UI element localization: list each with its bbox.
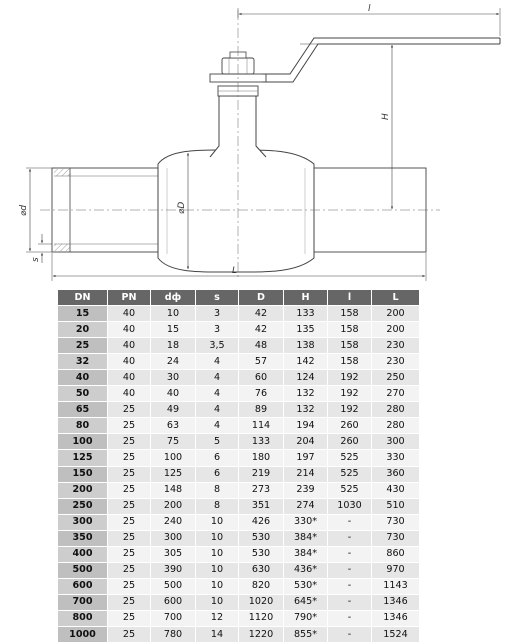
table-cell: 3,5 (196, 338, 239, 354)
table-cell: 1346 (372, 594, 420, 610)
table-cell: 10 (196, 514, 239, 530)
table-cell: 239 (284, 482, 328, 498)
table-cell: 790* (284, 610, 328, 626)
table-cell: 25 (108, 482, 151, 498)
dn-cell: 400 (58, 546, 108, 562)
table-cell: 25 (108, 626, 151, 642)
table-cell: 3 (196, 306, 239, 322)
table-cell: 730 (372, 530, 420, 546)
table-cell: 330* (284, 514, 328, 530)
table-cell: 10 (196, 546, 239, 562)
table-cell: 426 (239, 514, 284, 530)
table-cell: 6 (196, 450, 239, 466)
table-cell: 40 (151, 386, 196, 402)
table-cell: 60 (239, 370, 284, 386)
pipe-wall-section-top (54, 169, 70, 176)
table-cell: 1524 (372, 626, 420, 642)
table-cell: 133 (284, 306, 328, 322)
dn-cell: 15 (58, 306, 108, 322)
table-cell: 200 (372, 306, 420, 322)
table-cell: - (328, 530, 372, 546)
column-header: H (284, 290, 328, 306)
table-cell: 3 (196, 322, 239, 338)
dn-cell: 150 (58, 466, 108, 482)
table-cell: 25 (108, 562, 151, 578)
table-cell: 25 (108, 466, 151, 482)
table-cell: 75 (151, 434, 196, 450)
table-body (58, 306, 420, 643)
table-cell: 1220 (239, 626, 284, 642)
dn-cell: 25 (58, 338, 108, 354)
valve-drawing (0, 0, 510, 289)
table-cell: 49 (151, 402, 196, 418)
dn-cell: 700 (58, 594, 108, 610)
table-cell: 820 (239, 578, 284, 594)
label-total-l: L (232, 266, 238, 276)
dn-cell: 80 (58, 418, 108, 434)
table-cell: 25 (108, 610, 151, 626)
table-cell: 25 (108, 450, 151, 466)
table-cell: 500 (151, 578, 196, 594)
label-body-d: ⌀D (177, 201, 187, 214)
table-cell: 40 (108, 386, 151, 402)
table-cell: 8 (196, 482, 239, 498)
table-cell: 230 (372, 338, 420, 354)
table-cell: 700 (151, 610, 196, 626)
table-cell: 200 (151, 498, 196, 514)
table-cell: 40 (108, 370, 151, 386)
table-row (58, 626, 420, 642)
table-cell: 525 (328, 482, 372, 498)
table-cell: 142 (284, 354, 328, 370)
table-row (58, 530, 420, 546)
table-cell: 192 (328, 402, 372, 418)
table-cell: 8 (196, 498, 239, 514)
table-cell: 390 (151, 562, 196, 578)
table-row (58, 370, 420, 386)
table-cell: 4 (196, 402, 239, 418)
table-cell: 57 (239, 354, 284, 370)
column-header: dф (151, 290, 196, 306)
dn-cell: 1000 (58, 626, 108, 642)
table-cell: 280 (372, 402, 420, 418)
table-cell: 25 (108, 498, 151, 514)
table-row (58, 498, 420, 514)
table-cell: 10 (196, 562, 239, 578)
table-cell: - (328, 546, 372, 562)
dn-cell: 32 (58, 354, 108, 370)
table-row (58, 354, 420, 370)
column-header: l (328, 290, 372, 306)
table-cell: 6 (196, 466, 239, 482)
table-cell: 40 (108, 322, 151, 338)
table-cell: 124 (284, 370, 328, 386)
table-row (58, 450, 420, 466)
dimension-l (238, 4, 500, 36)
table-row (58, 386, 420, 402)
table-cell: 1020 (239, 594, 284, 610)
table-cell: 40 (108, 306, 151, 322)
table-cell: 730 (372, 514, 420, 530)
column-header: PN (108, 290, 151, 306)
table-cell: 1030 (328, 498, 372, 514)
table-cell: 25 (108, 402, 151, 418)
table-row (58, 418, 420, 434)
table-cell: 360 (372, 466, 420, 482)
table-cell: 274 (284, 498, 328, 514)
table-cell: 138 (284, 338, 328, 354)
table-cell: 300 (372, 434, 420, 450)
table-cell: 89 (239, 402, 284, 418)
table-cell: 25 (108, 578, 151, 594)
table-cell: 4 (196, 418, 239, 434)
table-cell: 260 (328, 418, 372, 434)
dn-cell: 50 (58, 386, 108, 402)
dn-cell: 250 (58, 498, 108, 514)
table-cell: 645* (284, 594, 328, 610)
table-row (58, 546, 420, 562)
table-cell: 25 (108, 594, 151, 610)
table-cell: 12 (196, 610, 239, 626)
table-cell: 114 (239, 418, 284, 434)
table-cell: 158 (328, 322, 372, 338)
table-cell: 1346 (372, 610, 420, 626)
table-row (58, 514, 420, 530)
table-cell: 384* (284, 530, 328, 546)
dn-cell: 600 (58, 578, 108, 594)
table-cell: 42 (239, 306, 284, 322)
table-cell: 250 (372, 370, 420, 386)
table-row (58, 562, 420, 578)
table-cell: 180 (239, 450, 284, 466)
table-cell: 25 (108, 546, 151, 562)
table-cell: 158 (328, 354, 372, 370)
label-s: s (31, 257, 41, 262)
table-cell: 76 (239, 386, 284, 402)
table-cell: 42 (239, 322, 284, 338)
pipe-wall-section-bottom (54, 244, 70, 251)
table-cell: 230 (372, 354, 420, 370)
table-cell: 860 (372, 546, 420, 562)
dn-cell: 800 (58, 610, 108, 626)
table-cell: 192 (328, 386, 372, 402)
table-cell: 305 (151, 546, 196, 562)
table-cell: 5 (196, 434, 239, 450)
table-cell: 855* (284, 626, 328, 642)
table-cell: 510 (372, 498, 420, 514)
table-cell: 1143 (372, 578, 420, 594)
table-cell: 260 (328, 434, 372, 450)
table-cell: 240 (151, 514, 196, 530)
table-row (58, 338, 420, 354)
table-cell: 63 (151, 418, 196, 434)
table-cell: 194 (284, 418, 328, 434)
table-cell: - (328, 578, 372, 594)
column-header: L (372, 290, 420, 306)
table-cell: 132 (284, 386, 328, 402)
dn-cell: 500 (58, 562, 108, 578)
table-cell: 135 (284, 322, 328, 338)
table-cell: 4 (196, 370, 239, 386)
table-row (58, 578, 420, 594)
table-cell: 30 (151, 370, 196, 386)
table-cell: 219 (239, 466, 284, 482)
table-cell: - (328, 562, 372, 578)
label-l: l (368, 4, 371, 14)
dn-cell: 100 (58, 434, 108, 450)
table-cell: 10 (196, 578, 239, 594)
dimension-s (31, 234, 52, 263)
table-cell: 780 (151, 626, 196, 642)
dn-cell: 200 (58, 482, 108, 498)
table-cell: 351 (239, 498, 284, 514)
column-header: s (196, 290, 239, 306)
table-cell: 204 (284, 434, 328, 450)
dimensions-table (57, 289, 420, 643)
table-cell: 197 (284, 450, 328, 466)
table-row (58, 610, 420, 626)
column-header: DN (58, 290, 108, 306)
table-cell: 25 (108, 514, 151, 530)
table-cell: 384* (284, 546, 328, 562)
table-cell: 40 (108, 338, 151, 354)
table-cell: 270 (372, 386, 420, 402)
table-cell: 15 (151, 322, 196, 338)
column-header: D (239, 290, 284, 306)
table-cell: - (328, 626, 372, 642)
table-cell: 430 (372, 482, 420, 498)
table-cell: 1120 (239, 610, 284, 626)
table-row (58, 594, 420, 610)
table-cell: 10 (196, 530, 239, 546)
table-cell: 300 (151, 530, 196, 546)
table-cell: 132 (284, 402, 328, 418)
table-cell: 10 (151, 306, 196, 322)
table-cell: 330 (372, 450, 420, 466)
table-cell: 525 (328, 450, 372, 466)
table-cell: 436* (284, 562, 328, 578)
dn-cell: 65 (58, 402, 108, 418)
dn-cell: 350 (58, 530, 108, 546)
table-cell: 25 (108, 530, 151, 546)
table-cell: 10 (196, 594, 239, 610)
dn-cell: 20 (58, 322, 108, 338)
table-cell: - (328, 594, 372, 610)
valve-handle (262, 38, 500, 82)
table-cell: 18 (151, 338, 196, 354)
table-row (58, 322, 420, 338)
table-cell: 48 (239, 338, 284, 354)
table-cell: 192 (328, 370, 372, 386)
table-cell: 25 (108, 418, 151, 434)
table-cell: - (328, 610, 372, 626)
table-row (58, 306, 420, 322)
table-cell: 530 (239, 530, 284, 546)
table-cell: 40 (108, 354, 151, 370)
table-cell: - (328, 514, 372, 530)
label-d: ⌀d (19, 204, 29, 216)
table-cell: 158 (328, 306, 372, 322)
table-row (58, 402, 420, 418)
dn-cell: 40 (58, 370, 108, 386)
table-row (58, 434, 420, 450)
table-row (58, 466, 420, 482)
table-cell: 600 (151, 594, 196, 610)
table-cell: 970 (372, 562, 420, 578)
table-header-row (58, 290, 420, 306)
table-cell: 530* (284, 578, 328, 594)
table-row (58, 482, 420, 498)
table-cell: 273 (239, 482, 284, 498)
table-cell: 630 (239, 562, 284, 578)
table-cell: 530 (239, 546, 284, 562)
table-cell: 4 (196, 354, 239, 370)
dn-cell: 300 (58, 514, 108, 530)
table-cell: 214 (284, 466, 328, 482)
table-cell: 24 (151, 354, 196, 370)
table-cell: 133 (239, 434, 284, 450)
table-cell: 280 (372, 418, 420, 434)
table-cell: 148 (151, 482, 196, 498)
table-cell: 25 (108, 434, 151, 450)
table-cell: 4 (196, 386, 239, 402)
table-cell: 200 (372, 322, 420, 338)
label-h: H (381, 113, 391, 120)
table-cell: 14 (196, 626, 239, 642)
dn-cell: 125 (58, 450, 108, 466)
table-cell: 125 (151, 466, 196, 482)
table-cell: 525 (328, 466, 372, 482)
table-cell: 100 (151, 450, 196, 466)
table-cell: 158 (328, 338, 372, 354)
